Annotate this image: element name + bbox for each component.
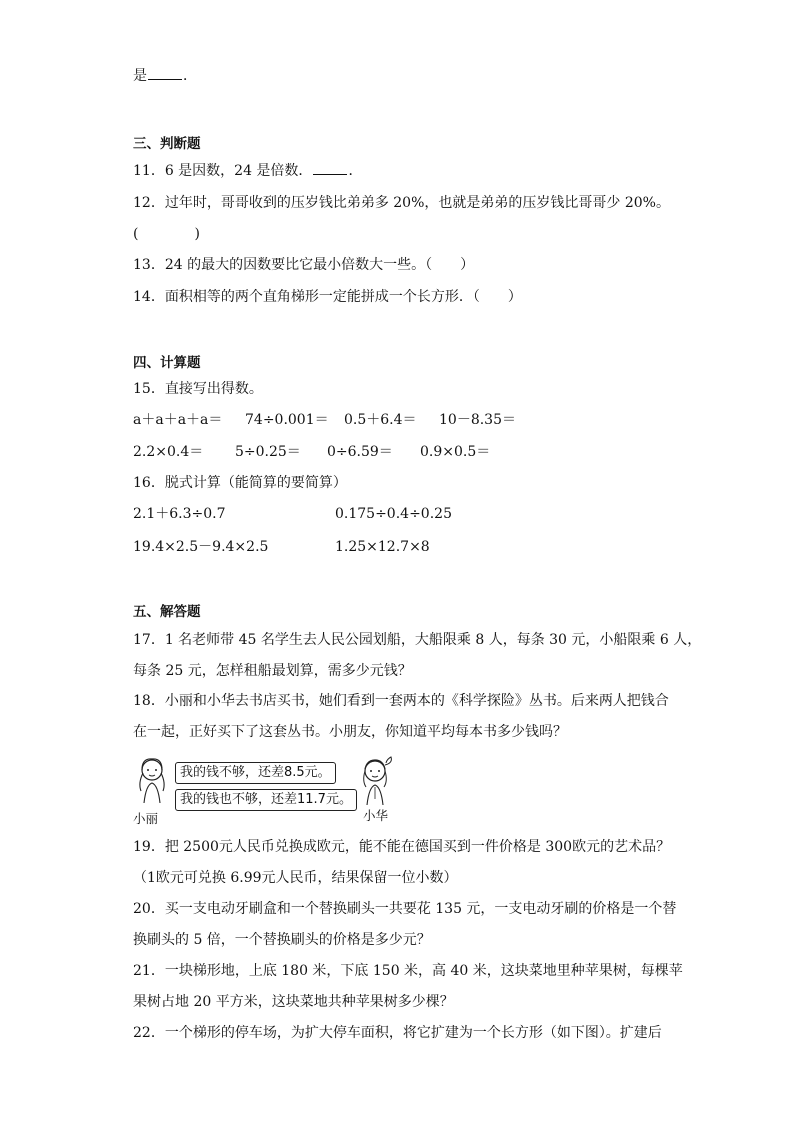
- girl-xiaohua-icon: [353, 755, 397, 807]
- question-16-title: 16．脱式计算（能简算的要简算）: [133, 475, 347, 491]
- section-heading-solutions: 五、解答题: [133, 604, 201, 620]
- q15-cell: 2.2×0.4＝: [133, 444, 204, 460]
- q15-cell: 0.9×0.5＝: [420, 444, 491, 460]
- q15-cell: 74÷0.001＝: [245, 412, 329, 428]
- question-17-line2: 每条 25 元，怎样租船最划算，需多少元钱？: [133, 663, 412, 679]
- speech-bubble-xiaoli: 我的钱不够，还差8.5元。: [175, 762, 336, 784]
- name-xiaohua: 小华: [363, 808, 389, 823]
- question-12-paren: ( ): [133, 226, 200, 242]
- answer-blank: [313, 162, 347, 175]
- q15-cell: 10－8.35＝: [439, 412, 516, 428]
- question-22-line1: 22．一个梯形的停车场，为扩大停车面积，将它扩建为一个长方形（如下图）。扩建后: [133, 1025, 662, 1041]
- section-heading-calculation: 四、计算题: [133, 355, 201, 371]
- question-11: [133, 162, 362, 180]
- q16-item: 2.1＋6.3÷0.7: [133, 506, 226, 522]
- q16-item: 0.175÷0.4÷0.25: [335, 506, 452, 522]
- top-fragment: [133, 67, 197, 85]
- question-21-line1: 21．一块梯形地，上底 180 米，下底 150 米，高 40 米，这块菜地里种苹果树，每棵苹: [133, 963, 683, 979]
- question-12: 12．过年时，哥哥收到的压岁钱比弟弟多 20%，也就是弟弟的压岁钱比哥哥少 20%。: [133, 195, 670, 211]
- question-18-line2: 在一起，正好买下了这套丛书。小朋友，你知道平均每本书多少钱吗？: [133, 724, 567, 740]
- question-18-line1: 18．小丽和小华去书店买书，她们看到一套两本的《科学探险》丛书。后来两人把钱合: [133, 693, 669, 709]
- question-20-line2: 换刷头的 5 倍，一个替换刷头的价格是多少元？: [133, 932, 431, 948]
- fragment-text: 是: [133, 68, 147, 84]
- q15-cell: 0÷6.59＝: [327, 444, 393, 460]
- q11-end: ．: [348, 163, 363, 179]
- question-19-line2: （1欧元可兑换 6.99元人民币，结果保留一位小数）: [133, 870, 458, 886]
- section-heading-judgement: 三、判断题: [133, 136, 201, 152]
- q15-cell: a＋a＋a＋a＝: [133, 412, 223, 428]
- question-14: 14．面积相等的两个直角梯形一定能拼成一个长方形．（ ）: [133, 289, 522, 305]
- question-17-line1: 17．1 名老师带 45 名学生去人民公园划船，大船限乘 8 人，每条 30 元，小船限乘 6 人，: [133, 632, 702, 648]
- q16-item: 1.25×12.7×8: [335, 539, 430, 555]
- q15-cell: 0.5＋6.4＝: [344, 412, 417, 428]
- question-19-line1: 19．把 2500元人民币兑换成欧元，能不能在德国买到一件价格是 300欧元的艺术品？: [133, 839, 671, 855]
- q16-item: 19.4×2.5－9.4×2.5: [133, 539, 269, 555]
- q11-text: 11．6 是因数，24 是倍数．: [133, 163, 313, 179]
- fragment-end: ．: [183, 68, 197, 84]
- answer-blank: [148, 67, 182, 80]
- question-13: 13．24 的最大的因数要比它最小倍数大一些。（ ）: [133, 257, 475, 273]
- question-20-line1: 20．买一支电动牙刷盒和一个替换刷头一共要花 135 元，一支电动牙刷的价格是一个替: [133, 901, 677, 917]
- question-21-line2: 果树占地 20 平方米，这块菜地共种苹果树多少棵？: [133, 994, 454, 1010]
- speech-bubble-xiaohua: 我的钱也不够，还差11.7元。: [175, 789, 357, 811]
- q15-cell: 5÷0.25＝: [235, 444, 301, 460]
- question-15-title: 15．直接写出得数。: [133, 381, 263, 397]
- girl-xiaoli-icon: [132, 755, 172, 805]
- name-xiaoli: 小丽: [133, 811, 159, 826]
